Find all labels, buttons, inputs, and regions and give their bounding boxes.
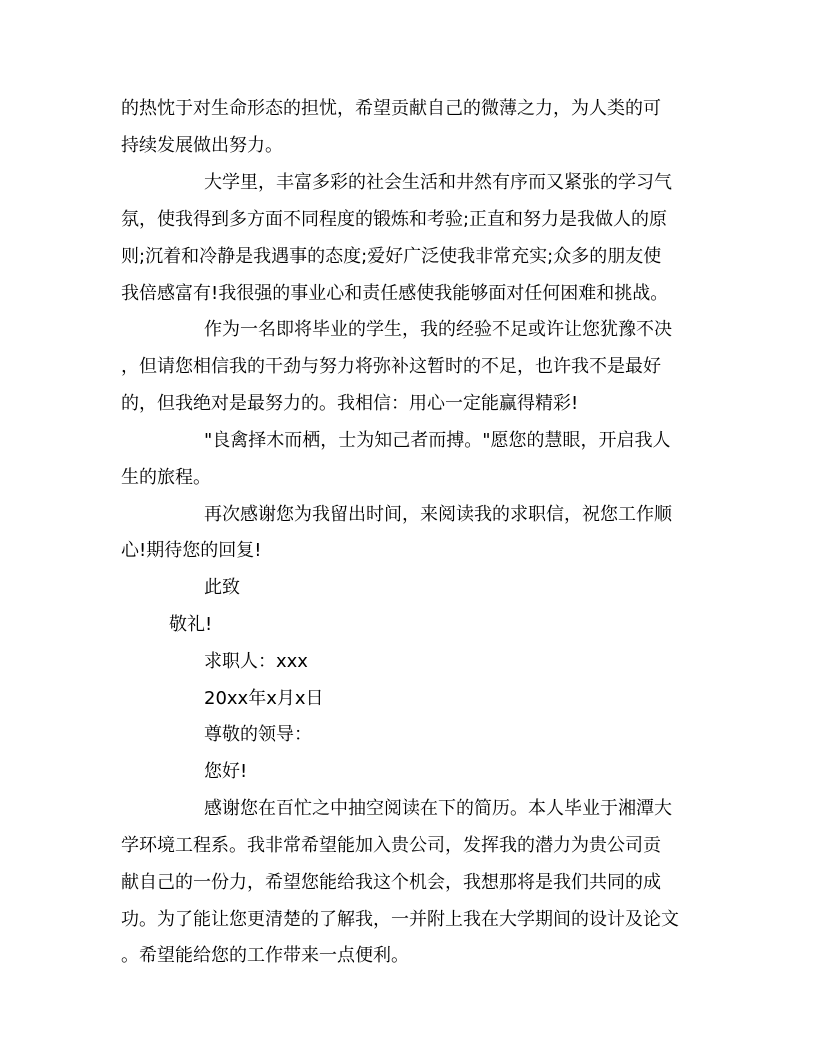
text-line: 。希望能给您的工作带来一点便利。 xyxy=(121,945,409,966)
text-line: ，但请您相信我的干劲与努力将弥补这暂时的不足，也许我不是最好 xyxy=(121,356,661,377)
salutation-line: 敬礼! xyxy=(169,614,213,635)
paragraph-first-line: "良禽择木而栖，士为知己者而搏。"愿您的慧眼，开启我人 xyxy=(204,430,671,451)
text-line: 持续发展做出努力。 xyxy=(121,135,283,156)
text-line: 的，但我绝对是最努力的。我相信：用心一定能赢得精彩! xyxy=(121,393,579,414)
paragraph-first-line: 感谢您在百忙之中抽空阅读在下的简历。本人毕业于湘潭大 xyxy=(204,798,672,819)
greeting-line: 您好! xyxy=(204,761,248,782)
text-line: 学环境工程系。我非常希望能加入贵公司，发挥我的潜力为贵公司贡 xyxy=(121,835,661,856)
greeting-line: 尊敬的领导： xyxy=(204,724,312,745)
paragraph-first-line: 再次感谢您为我留出时间，来阅读我的求职信，祝您工作顺 xyxy=(204,504,672,525)
text-line: 氛，使我得到多方面不同程度的锻炼和考验;正直和努力是我做人的原 xyxy=(121,209,668,230)
text-line: 的热忱于对生命形态的担忧，希望贡献自己的微薄之力，为人类的可 xyxy=(121,98,661,119)
text-line: 则;沉着和冷静是我遇事的态度;爱好广泛使我非常充实;众多的朋友使 xyxy=(121,246,662,267)
text-line: 我倍感富有!我很强的事业心和责任感使我能够面对任何困难和挑战。 xyxy=(121,283,669,304)
paragraph-first-line: 大学里，丰富多彩的社会生活和井然有序而又紧张的学习气 xyxy=(204,172,672,193)
text-line: 心!期待您的回复! xyxy=(121,540,262,561)
text-line: 生的旅程。 xyxy=(121,467,211,488)
paragraph-first-line: 作为一名即将毕业的学生，我的经验不足或许让您犹豫不决 xyxy=(204,319,672,340)
signature-line: 求职人：xxx xyxy=(204,651,308,672)
date-line: 20xx年x月x日 xyxy=(204,688,324,709)
text-line: 功。为了能让您更清楚的了解我，一并附上我在大学期间的设计及论文 xyxy=(121,909,679,930)
text-line: 献自己的一份力，希望您能给我这个机会，我想那将是我们共同的成 xyxy=(121,872,661,893)
closing-line: 此致 xyxy=(204,577,240,598)
